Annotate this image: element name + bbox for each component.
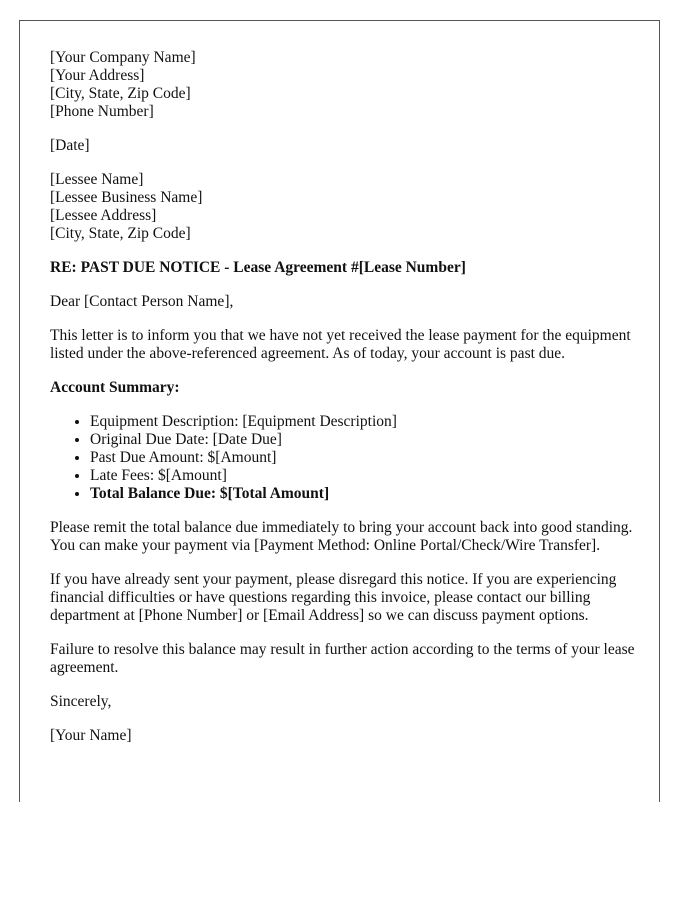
- disregard-paragraph: If you have already sent your payment, please disregard this notice. If you are experiencing financial difficulties or have questions regarding this invoice, please contact our billing department at [Phone Number] or [Email Address] so we can discuss payment options.: [50, 571, 617, 624]
- sender-block: [50, 49, 635, 121]
- summary-item-equipment: • Equipment Description: [Equipment Description]: [90, 413, 635, 431]
- summary-item-late-fees: • Late Fees: $[Amount]: [90, 467, 635, 485]
- date-block: [50, 137, 635, 155]
- letter-body: [50, 49, 635, 761]
- recipient-block: [50, 171, 635, 243]
- consequence-paragraph: Failure to resolve this balance may result in further action according to the terms of your lease agreement.: [50, 641, 635, 676]
- letter-page: [19, 20, 660, 802]
- account-summary-list: [50, 413, 635, 503]
- sender-phone: [Phone Number]: [50, 103, 154, 120]
- recipient-city-state-zip: [City, State, Zip Code]: [50, 225, 191, 242]
- summary-item-past-due: • Past Due Amount: $[Amount]: [90, 449, 635, 467]
- payment-paragraph: Please remit the total balance due immediately to bring your account back into good standing. You can make your payment via [Payment Method: Online Portal/Check/Wire Transfer].: [50, 519, 633, 554]
- recipient-business: [Lessee Business Name]: [50, 189, 203, 206]
- sender-address: [Your Address]: [50, 67, 145, 84]
- subject-line: RE: PAST DUE NOTICE - Lease Agreement #[Lease Number]: [50, 259, 466, 276]
- summary-item-due-date: • Original Due Date: [Date Due]: [90, 431, 635, 449]
- intro-paragraph: This letter is to inform you that we have not yet received the lease payment for the equipment listed under the above-referenced agreement. As of today, your account is past due.: [50, 327, 631, 362]
- summary-item-total: • Total Balance Due: $[Total Amount]: [90, 485, 635, 503]
- closing: Sincerely,: [50, 693, 112, 710]
- sender-city-state-zip: [City, State, Zip Code]: [50, 85, 191, 102]
- signature: [Your Name]: [50, 727, 132, 744]
- recipient-address: [Lessee Address]: [50, 207, 157, 224]
- salutation: Dear [Contact Person Name],: [50, 293, 234, 310]
- sender-company: [Your Company Name]: [50, 49, 196, 66]
- letter-date: [Date]: [50, 137, 90, 154]
- account-summary-heading: Account Summary:: [50, 379, 180, 396]
- recipient-name: [Lessee Name]: [50, 171, 144, 188]
